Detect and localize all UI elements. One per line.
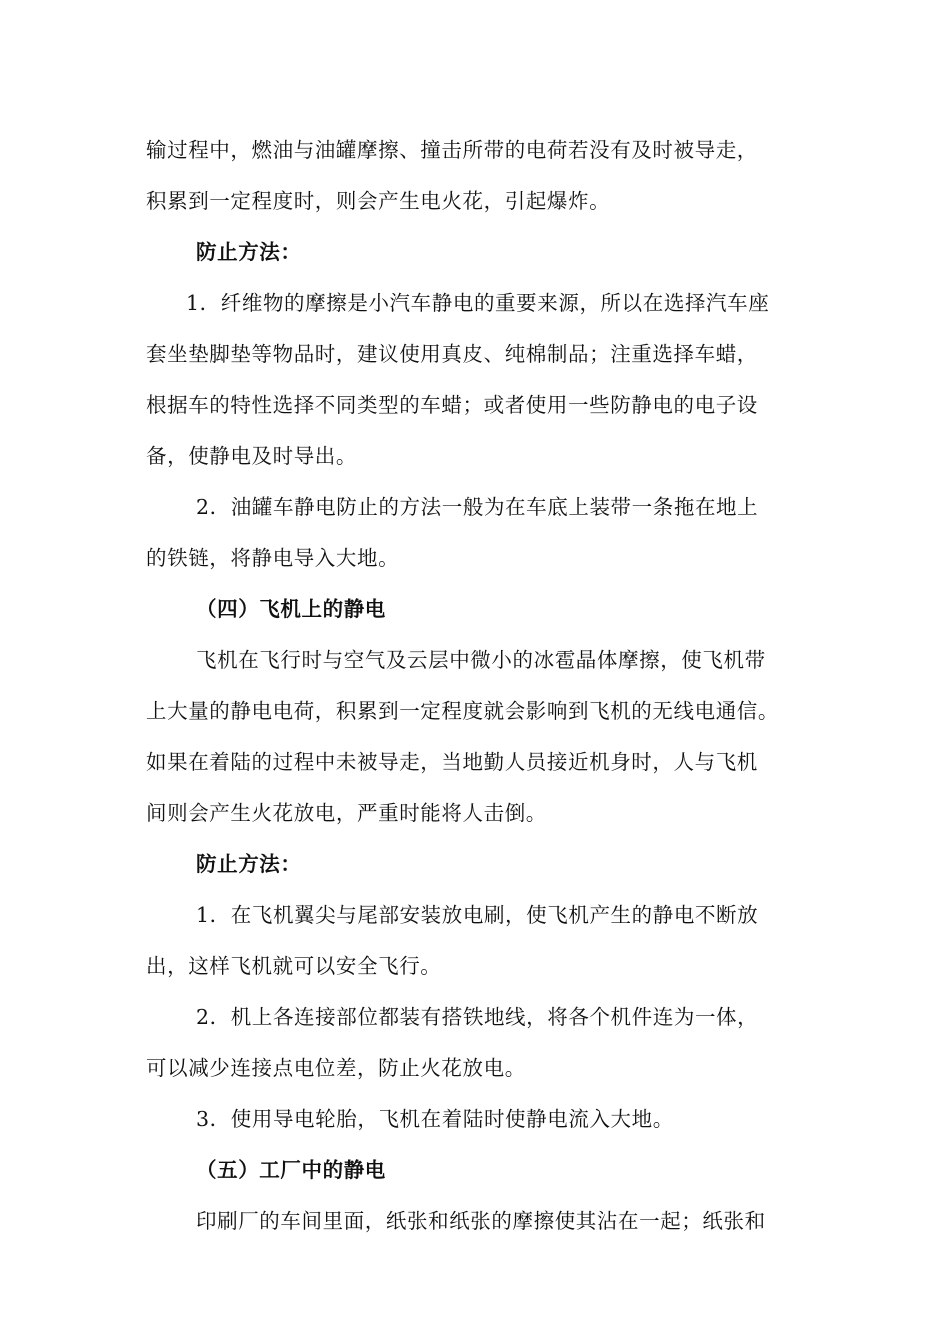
text-line: 出，这样飞机就可以安全飞行。 xyxy=(146,954,442,978)
section-heading: 防止方法： xyxy=(196,240,302,264)
section-heading: （四）飞机上的静电 xyxy=(196,597,386,621)
text-line: 飞机在飞行时与空气及云层中微小的冰雹晶体摩擦，使飞机带 xyxy=(196,648,766,672)
text-line: 可以减少连接点电位差，防止火花放电。 xyxy=(146,1056,526,1080)
text-line: 2．机上各连接部位都装有搭铁地线，将各个机件连为一体， xyxy=(196,1005,759,1029)
text-line: 印刷厂的车间里面，纸张和纸张的摩擦使其沾在一起；纸张和 xyxy=(196,1209,766,1233)
text-line: 1．纤维物的摩擦是小汽车静电的重要来源，所以在选择汽车座 xyxy=(186,291,770,315)
text-line: 2．油罐车静电防止的方法一般为在车底上装带一条拖在地上 xyxy=(196,495,759,519)
text-line: 积累到一定程度时，则会产生电火花，引起爆炸。 xyxy=(146,189,611,213)
section-heading: 防止方法： xyxy=(196,852,302,876)
text-line: 输过程中，燃油与油罐摩擦、撞击所带的电荷若没有及时被导走， xyxy=(146,138,758,162)
text-line: 3．使用导电轮胎，飞机在着陆时使静电流入大地。 xyxy=(196,1107,674,1131)
text-line: 间则会产生火花放电，严重时能将人击倒。 xyxy=(146,801,547,825)
text-line: 套坐垫脚垫等物品时，建议使用真皮、纯棉制品；注重选择车蜡， xyxy=(146,342,758,366)
text-line: 的铁链，将静电导入大地。 xyxy=(146,546,400,570)
text-line: 根据车的特性选择不同类型的车蜡；或者使用一些防静电的电子设 xyxy=(146,393,758,417)
text-line: 如果在着陆的过程中未被导走，当地勤人员接近机身时，人与飞机 xyxy=(146,750,758,774)
text-line: 上大量的静电电荷，积累到一定程度就会影响到飞机的无线电通信。 xyxy=(146,699,779,723)
section-heading: （五）工厂中的静电 xyxy=(196,1158,386,1182)
text-line: 1．在飞机翼尖与尾部安装放电刷，使飞机产生的静电不断放 xyxy=(196,903,759,927)
text-line: 备，使静电及时导出。 xyxy=(146,444,357,468)
